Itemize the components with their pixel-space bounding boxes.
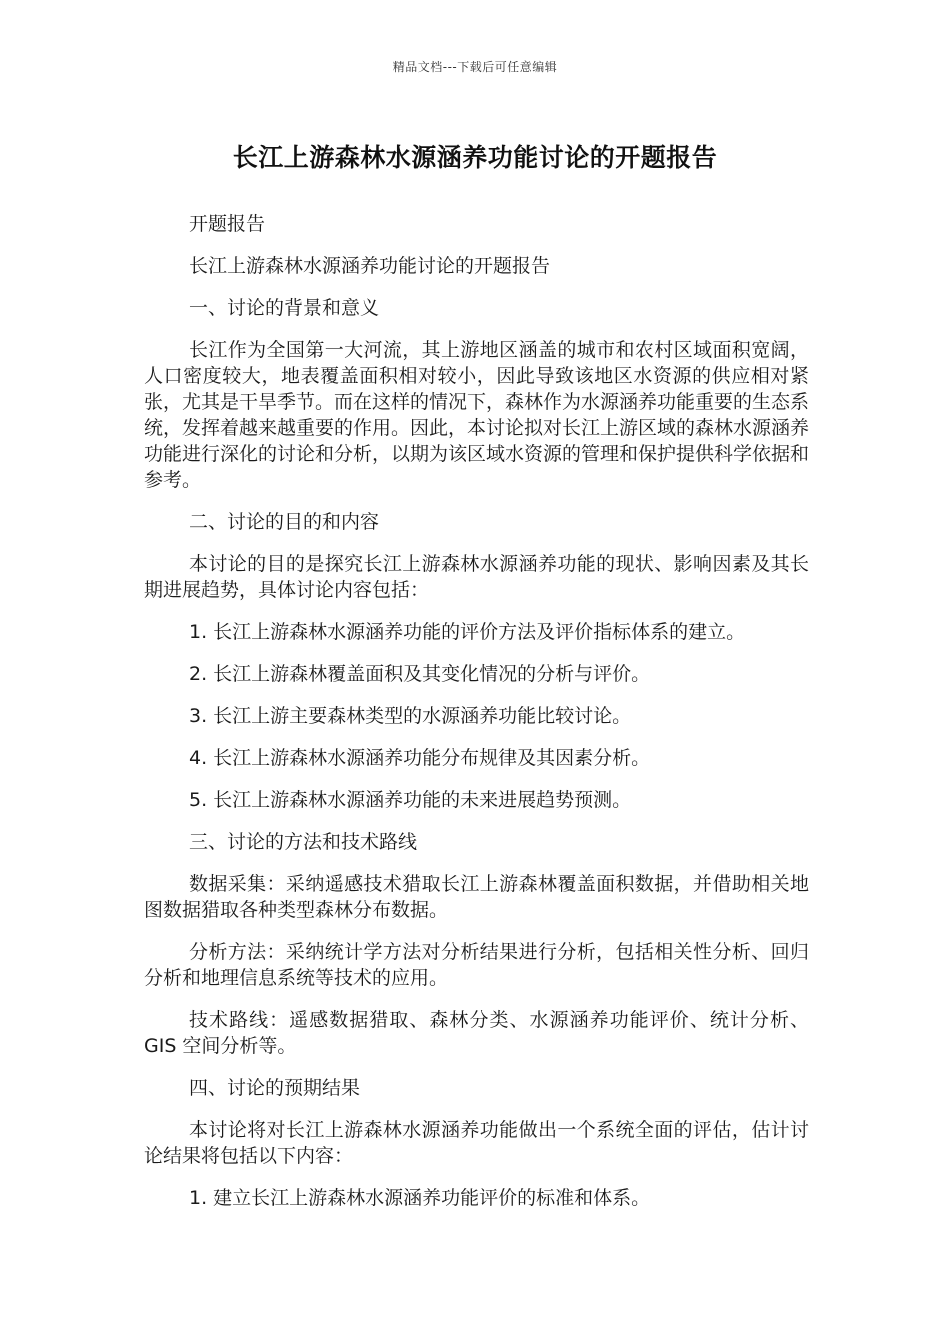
paragraph-report-label: 开题报告 (189, 213, 266, 235)
list-item-content-4: 4. 长江上游森林水源涵养功能分布规律及其因素分析。 (189, 747, 651, 769)
paragraph-background: 长江作为全国第一大河流，其上游地区涵盖的城市和农村区域面积宽阔，人口密度较大，地表覆盖面积相对较小，因此导致该地区水资源的供应相对紧张，尤其是干旱季节。而在这样的情况下，森林作为水源涵养功能重要的生态系统，发挥着越来越重要的作用。因此，本讨论拟对长江上游区域的森林水源涵养功能进行深化的讨论和分析，以期为该区域水资源的管理和保护提供科学依据和参考。 (144, 339, 810, 491)
document-body (144, 211, 809, 1227)
paragraph-purpose: 本讨论的目的是探究长江上游森林水源涵养功能的现状、影响因素及其长期进展趋势，具体讨论内容包括： (144, 553, 809, 601)
document-title: 长江上游森林水源涵养功能讨论的开题报告 (232, 143, 718, 172)
section-heading-purpose: 二、讨论的目的和内容 (189, 511, 380, 533)
list-item-content-2: 2. 长江上游森林覆盖面积及其变化情况的分析与评价。 (189, 663, 651, 685)
list-item-result-1: 1. 建立长江上游森林水源涵养功能评价的标准和体系。 (189, 1187, 651, 1209)
header-note: 精品文档---下载后可任意编辑 (392, 60, 558, 74)
paragraph-expected-results: 本讨论将对长江上游森林水源涵养功能做出一个系统全面的评估，估计讨论结果将包括以下内容： (144, 1119, 809, 1167)
paragraph-data-collection: 数据采集：采纳遥感技术猎取长江上游森林覆盖面积数据，并借助相关地图数据猎取各种类型森林分布数据。 (144, 873, 809, 921)
paragraph-report-title: 长江上游森林水源涵养功能讨论的开题报告 (189, 255, 551, 277)
list-item-content-3: 3. 长江上游主要森林类型的水源涵养功能比较讨论。 (189, 705, 632, 727)
section-heading-expected-results: 四、讨论的预期结果 (189, 1077, 361, 1099)
section-heading-methods: 三、讨论的方法和技术路线 (189, 831, 418, 853)
section-heading-background: 一、讨论的背景和意义 (189, 297, 380, 319)
list-item-content-5: 5. 长江上游森林水源涵养功能的未来进展趋势预测。 (189, 789, 632, 811)
list-item-content-1: 1. 长江上游森林水源涵养功能的评价方法及评价指标体系的建立。 (189, 621, 746, 643)
paragraph-technical-route: 技术路线：遥感数据猎取、森林分类、水源涵养功能评价、统计分析、GIS 空间分析等。 (144, 1009, 809, 1057)
paragraph-analysis-method: 分析方法：采纳统计学方法对分析结果进行分析，包括相关性分析、回归分析和地理信息系统等技术的应用。 (144, 941, 809, 989)
